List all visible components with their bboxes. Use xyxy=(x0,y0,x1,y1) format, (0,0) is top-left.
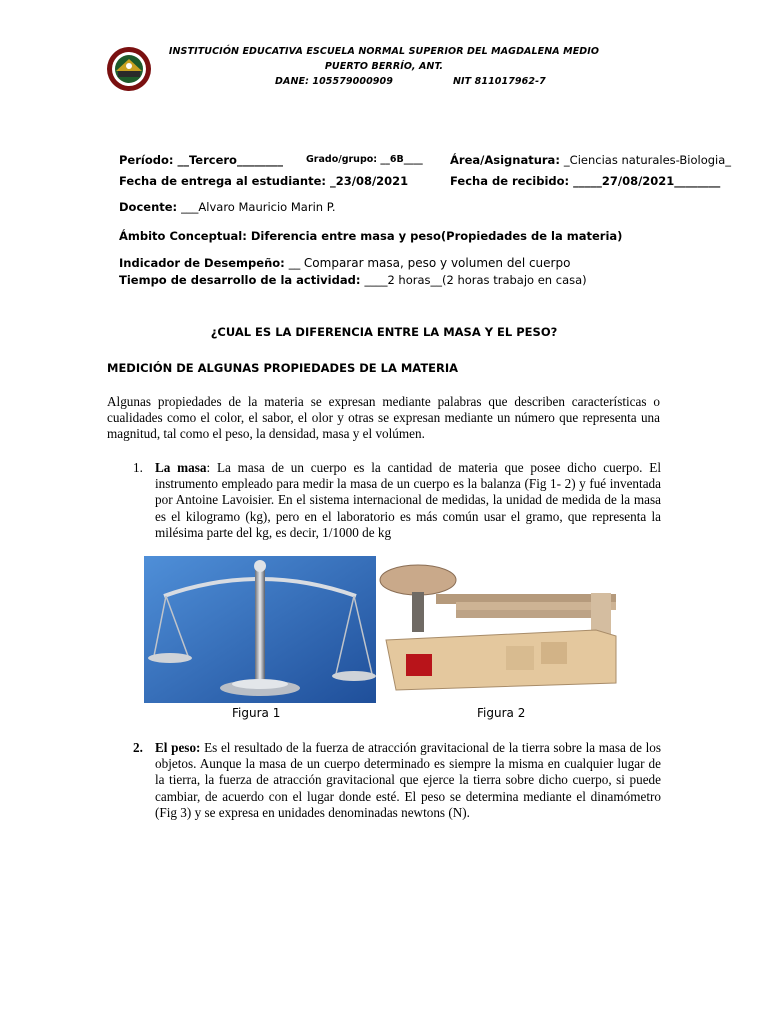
tiempo-label: Tiempo de desarrollo de la actividad: xyxy=(119,273,365,287)
balance-scale-icon xyxy=(144,556,376,703)
item1-text: : La masa de un cuerpo es la cantidad de materia que posee dicho cuerpo. El instrumento empleado para medir la masa de un cuerpo es la balanza (Fig 1- 2) y fué inventada por Antoine Lavoisier. En el sistema internacional de medidas, la unidad de medida de la masa es el kilogramo (kg), pero en el laboratorio es más común usar el gramo, que representa la milésima parte del kg, es decir, 1/1000 de kg xyxy=(155,460,661,540)
indicador-row xyxy=(119,256,570,270)
figure-2-image xyxy=(376,558,626,698)
figure-1-image xyxy=(144,556,376,703)
ambito-row xyxy=(119,229,622,243)
area-row xyxy=(450,153,731,167)
institution-name: INSTITUCIÓN EDUCATIVA ESCUELA NORMAL SUPERIOR DEL MAGDALENA MEDIO xyxy=(168,46,600,57)
item1-number: 1. xyxy=(133,460,143,475)
docente-value: ___Alvaro Mauricio Marin P. xyxy=(181,200,336,214)
item1-term: La masa xyxy=(155,460,207,475)
figure-1-caption: Figura 1 xyxy=(232,706,281,720)
fecha-recibido-row xyxy=(450,174,720,188)
area-value: _Ciencias naturales-Biologia_ xyxy=(563,153,732,167)
tiempo-row xyxy=(119,273,587,287)
page-title: ¿CUAL ES LA DIFERENCIA ENTRE LA MASA Y EL PESO? xyxy=(210,325,558,339)
figure-2-caption: Figura 2 xyxy=(477,706,526,720)
indicador-label: Indicador de Desempeño: xyxy=(119,256,289,270)
nit-code: NIT 811017962-7 xyxy=(453,76,546,87)
docente-row xyxy=(119,200,336,214)
ambito-label: Ámbito Conceptual: xyxy=(119,229,251,243)
ambito-value: Diferencia entre masa y peso(Propiedades de la materia) xyxy=(250,229,623,243)
indicador-blank: __ xyxy=(288,256,304,270)
periodo-row xyxy=(119,153,283,167)
triple-beam-balance-icon xyxy=(376,558,626,698)
grado-value: __6B____ xyxy=(380,154,423,165)
section-subtitle: MEDICIÓN DE ALGUNAS PROPIEDADES DE LA MATERIA xyxy=(107,361,459,375)
fecha-entrega-row xyxy=(119,174,408,188)
item2-paragraph xyxy=(155,740,661,821)
indicador-value: Comparar masa, peso y volumen del cuerpo xyxy=(303,256,571,270)
grado-label: Grado/grupo: xyxy=(306,154,381,165)
dane-code: DANE: 105579000909 xyxy=(275,76,393,87)
item1-paragraph xyxy=(155,460,661,541)
area-label: Área/Asignatura: xyxy=(450,153,564,167)
institution-city: PUERTO BERRÍO, ANT. xyxy=(324,61,444,72)
intro-paragraph: Algunas propiedades de la materia se expresan mediante palabras que describen características o cualidades como el color, el sabor, el olor y otras se expresan mediante un número que representa una magnitud, tal como el peso, la densidad, masa y el volúmen. xyxy=(107,394,660,442)
grado-row xyxy=(306,154,423,165)
fecha-recibido-label: Fecha de recibido: xyxy=(450,174,574,188)
fecha-recibido-value: _____27/08/2021________ xyxy=(573,174,721,188)
fecha-entrega-label: Fecha de entrega al estudiante: xyxy=(119,174,330,188)
periodo-value: __Tercero________ xyxy=(177,153,283,167)
item2-number: 2. xyxy=(133,740,143,755)
docente-label: Docente: xyxy=(119,200,182,214)
fecha-entrega-value: _23/08/2021 xyxy=(330,174,409,188)
item2-text: Es el resultado de la fuerza de atracción gravitacional de la tierra sobre la masa de los objetos. Aunque la masa de un cuerpo determinado es siempre la misma en cualquier lugar de la tierra, la fuerza de atracción gravitacional que ejerce la tierra sobre dicho cuerpo, si puede cambiar, de acuerdo con el lugar donde esté. El peso se determina mediante el dinamómetro (Fig 3) y se expresa en unidades denominadas newtons (N). xyxy=(155,740,662,820)
tiempo-value: ____2 horas__(2 horas trabajo en casa) xyxy=(364,273,587,287)
item2-term: El peso: xyxy=(155,740,201,755)
periodo-label: Período: xyxy=(119,153,178,167)
